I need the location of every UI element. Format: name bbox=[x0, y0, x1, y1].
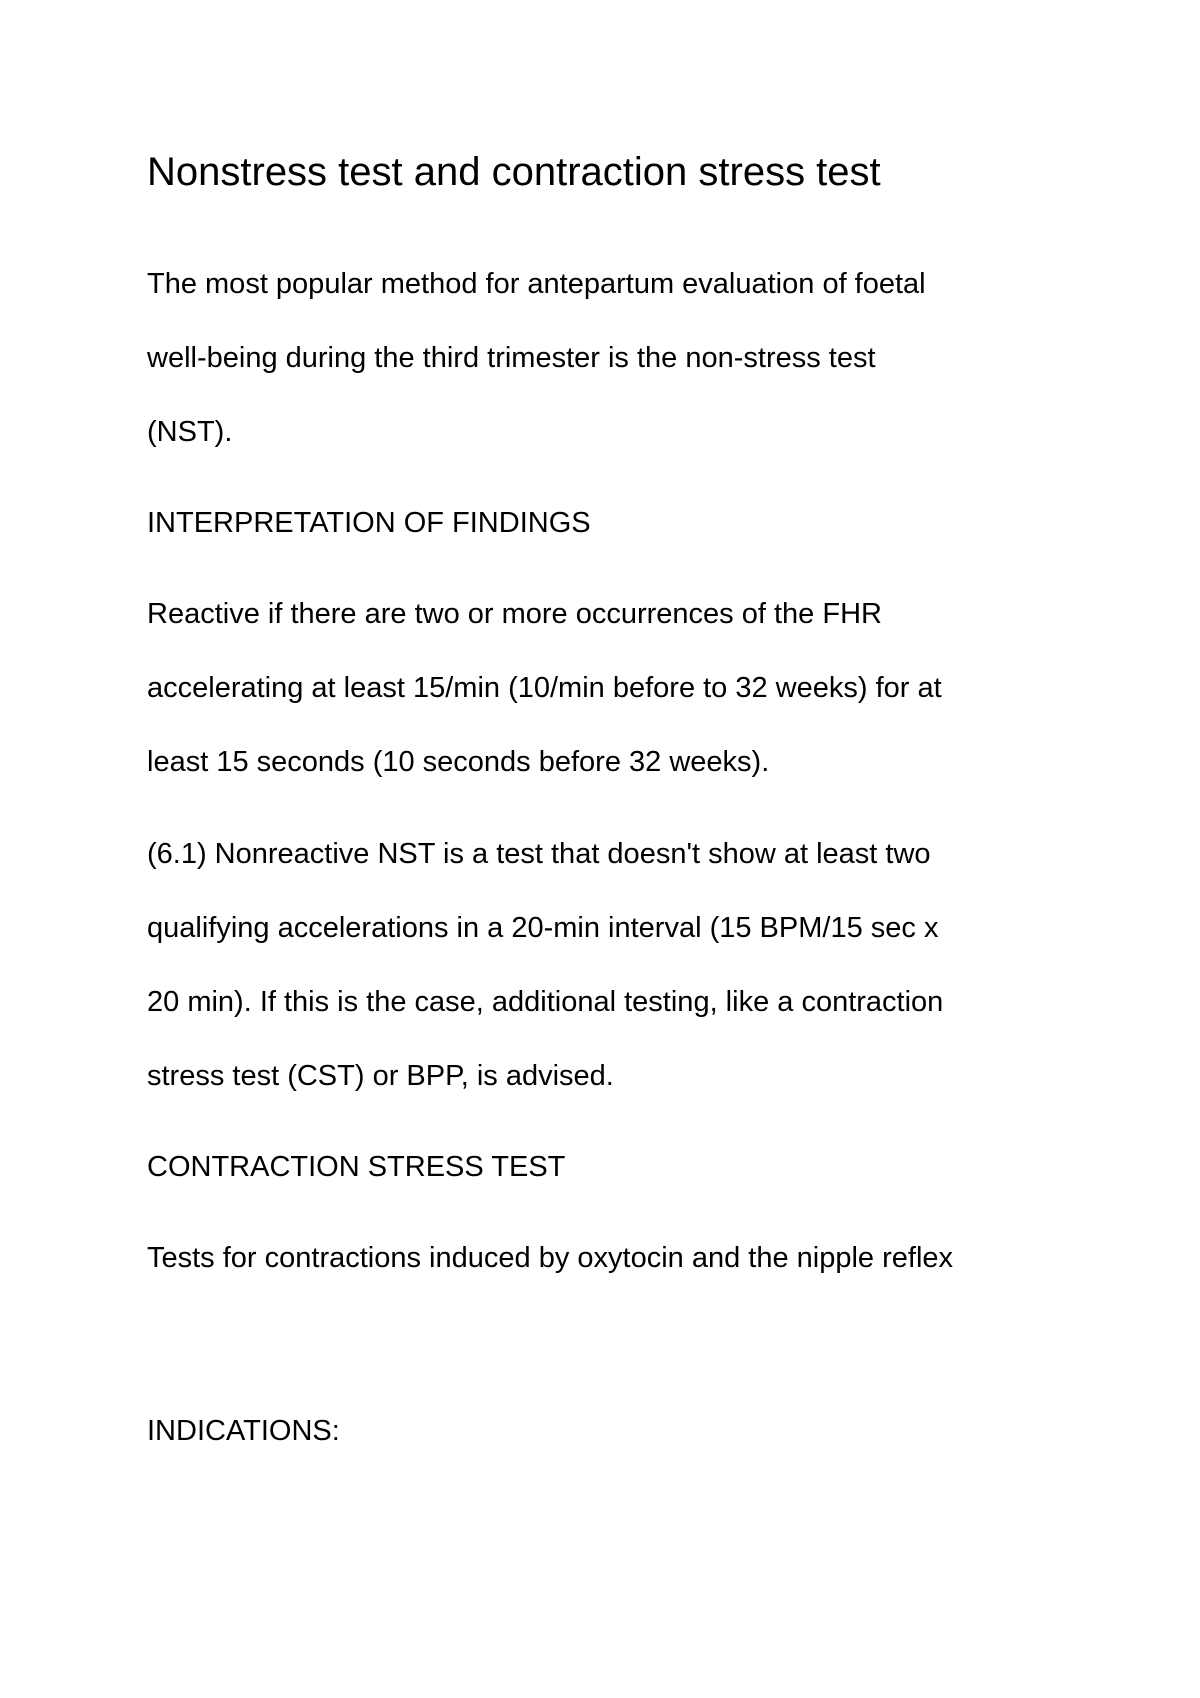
nonreactive-line-3: 20 min). If this is the case, additional testing, like a contraction bbox=[147, 986, 944, 1018]
reactive-line-3: least 15 seconds (10 seconds before 32 weeks). bbox=[147, 746, 770, 778]
nonreactive-line-1: (6.1) Nonreactive NST is a test that doesn't show at least two bbox=[147, 838, 931, 870]
cst-description-line: Tests for contractions induced by oxytocin and the nipple reflex bbox=[147, 1242, 954, 1274]
nonreactive-line-4: stress test (CST) or BPP, is advised. bbox=[147, 1060, 614, 1092]
heading-contraction-stress-test: CONTRACTION STRESS TEST bbox=[147, 1151, 566, 1183]
reactive-line-1: Reactive if there are two or more occurrences of the FHR bbox=[147, 598, 882, 630]
heading-indications: INDICATIONS: bbox=[147, 1415, 340, 1447]
page-title: Nonstress test and contraction stress test bbox=[147, 150, 881, 194]
intro-line-1: The most popular method for antepartum evaluation of foetal bbox=[147, 268, 926, 300]
nonreactive-line-2: qualifying accelerations in a 20-min interval (15 BPM/15 sec x bbox=[147, 912, 939, 944]
heading-interpretation: INTERPRETATION OF FINDINGS bbox=[147, 507, 591, 539]
intro-line-2: well-being during the third trimester is the non-stress test bbox=[147, 342, 876, 374]
reactive-line-2: accelerating at least 15/min (10/min before to 32 weeks) for at bbox=[147, 672, 942, 704]
intro-line-3: (NST). bbox=[147, 416, 233, 448]
